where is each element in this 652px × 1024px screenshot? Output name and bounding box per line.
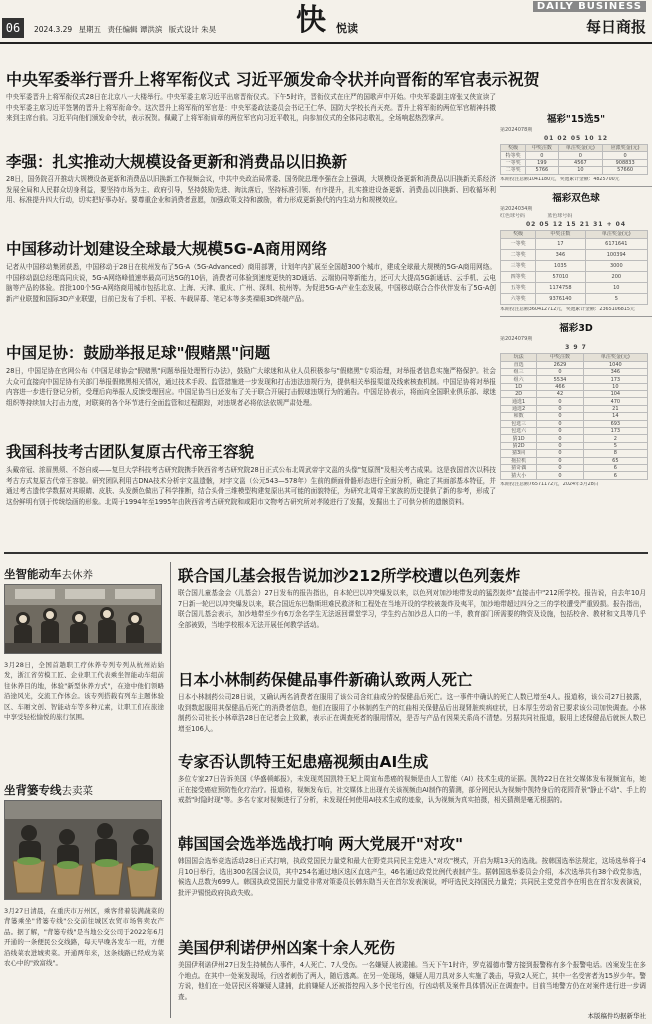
- table-cell: 0: [537, 428, 583, 435]
- table-row: [501, 368, 648, 375]
- page-number: 06: [2, 18, 24, 38]
- table-cell: 0: [537, 450, 583, 457]
- table-cell: 猜奇偶: [501, 465, 537, 472]
- table-cell: 1040: [583, 361, 647, 368]
- table-cell: 0: [603, 152, 648, 159]
- fc15-table: [500, 144, 648, 175]
- table-row: [501, 249, 648, 260]
- table-cell: 0: [537, 442, 583, 449]
- table-cell: 104: [583, 391, 647, 398]
- table-row: [501, 442, 648, 449]
- article-body: 多位专家27日告诉美国《华盛顿邮报》，未发现英国凯特王妃上周宣布患癌的视频是由人工智能（AI）技术生成的证据。凯特22日在社交媒体发布视频宣布，她正在接受癌症预防性化疗治疗。报道称，视频发布后，社交媒体上出现有关该视频由AI制作的猜测，部分网民认为视频中凯特身后的花园背景"静止不动"、手上的戒指"时隐时现"等。多名专家对视频进行了分析，未发现任何使用AI技术生成的迹象，认为视频为真实拍摄，相关猜测是毫无根据的。: [178, 775, 646, 805]
- table-cell: 组三: [501, 368, 537, 375]
- table-cell: 2629: [537, 361, 583, 368]
- photo-basket-bus: [4, 800, 162, 900]
- table-cell: 0: [537, 465, 583, 472]
- bus-passengers-illustration: [5, 801, 162, 900]
- table-cell: 和数: [501, 413, 537, 420]
- table-cell: 0: [558, 152, 603, 159]
- table-cell: 9376140: [536, 293, 585, 304]
- table-row: [501, 376, 648, 383]
- table-cell: 6171641: [585, 238, 647, 249]
- table-header: 中奖注数: [536, 231, 585, 238]
- ssq-ball-labels: [500, 213, 652, 220]
- photo-title-text: 坐背篓专线: [4, 783, 62, 797]
- article-body: 日本小林制药公司28日说，又确认两名消费者在服用了该公司含红曲成分的保健品后死亡。这一事件中确认的死亡人数已增至4人。报道称，该公司27日披露，收到数起服用其保健品后死亡的消费者信息，他们在服用了小林制药生产的红曲相关保健品后出现肾脏疾病症状，日本厚生劳动省已要求该公司加快调查。小林制药公司社长小林章浩28日在记者会上致歉，表示正在调查死者的服用情况，是否与产品有因果关系尚不清楚。另据共同社报道，服用上述保健品后就医人数已增至106人。: [178, 693, 646, 734]
- divider: [500, 186, 652, 187]
- table-row: [501, 428, 648, 435]
- ssq-table: [500, 230, 648, 304]
- article-headline: 韩国国会选举选战打响 两大党展开"对攻": [178, 835, 464, 853]
- table-cell: 100394: [585, 249, 647, 260]
- table-row: [501, 260, 648, 271]
- train-passengers-illustration: [5, 585, 162, 654]
- table-header: 单注奖金(元): [583, 354, 647, 361]
- table-cell: 17: [536, 238, 585, 249]
- table-cell: 拖拉机: [501, 457, 537, 464]
- article-headline: 中国移动计划建设全球最大规模5G-A商用网络: [6, 240, 327, 258]
- fc3d-title: 福彩3D: [559, 323, 593, 335]
- fc3d-note: 本期投注总额76571172元，2024年3月28日: [500, 481, 599, 487]
- table-cell: 65: [583, 457, 647, 464]
- table-cell: 14: [583, 413, 647, 420]
- table-cell: 173: [583, 376, 647, 383]
- photo-high-speed-train: [4, 584, 162, 654]
- table-cell: 57660: [603, 167, 648, 174]
- table-cell: 2: [583, 435, 647, 442]
- table-cell: 908833: [603, 159, 648, 166]
- table-row: [501, 391, 648, 398]
- fc3d-numbers: 3 9 7: [565, 344, 587, 352]
- table-cell: 五等奖: [501, 282, 536, 293]
- table-cell: 200: [585, 271, 647, 282]
- article-headline: 联合国儿基会报告说加沙212所学校遭以色列轰炸: [178, 567, 521, 585]
- table-cell: 6: [583, 472, 647, 479]
- article-headline: 专家否认凯特王妃患癌视频由AI生成: [178, 753, 429, 771]
- page-header: [0, 0, 652, 44]
- table-cell: 1174758: [536, 282, 585, 293]
- table-cell: 猜大小: [501, 472, 537, 479]
- fc15-numbers: 01 02 05 10 12: [543, 135, 609, 142]
- table-row: [501, 413, 648, 420]
- table-row: [501, 405, 648, 412]
- table-row: [501, 465, 648, 472]
- table-row: [501, 271, 648, 282]
- credit-line: 本版稿件均据新华社: [587, 1012, 646, 1020]
- table-cell: 0: [537, 457, 583, 464]
- table-row: [501, 167, 648, 174]
- table-cell: 5: [583, 442, 647, 449]
- table-cell: 21: [583, 405, 647, 412]
- table-cell: 10: [585, 282, 647, 293]
- table-cell: 0: [537, 472, 583, 479]
- article-body: 28日，国务院召开推动大规模设备更新和消费品以旧换新工作视频会议，中共中央政治局常委、国务院总理李强在会上强调，大规模设备更新和消费品以旧换新关系经济发展全局和人民群众切身利益，要坚持市场为主、政府引导，坚持鼓励先进、淘汰落后，坚持标准引领、有序提升，扎实推进设备更新、消费品以旧换新、回收循环利用、标准提升四大行动，切实把好事办好。要尊重企业和消费者意愿，加强政策支持和激励，着力形成更新换代的内生动力和规模效应。: [6, 175, 496, 205]
- fc15-issue: 第2024078期: [500, 127, 533, 133]
- fc3d-issue: 第2024079期: [500, 336, 533, 343]
- table-cell: 0: [526, 152, 558, 159]
- table-cell: 0: [537, 413, 583, 420]
- article-body: 中央军委晋升上将军衔仪式28日在北京八一大楼举行。中央军委主席习近平出席晋衔仪式。下午5时许，晋衔仪式在庄严的国歌声中开始。中央军委副主席张又侠宣读了中央军委主席习近平签署的晋升上将军衔命令。这次晋升上将军衔的军官是：中央军委政法委员会书记王仁华、国防大学校长肖天亮。晋升上将军衔的两位军官精神抖擞来到主席台前。习近平向他们颁发命令状，表示祝贺。佩戴了上将军衔肩章的两位军官向习近平敬礼，向参加仪式的全体同志敬礼，全场响起热烈掌声。: [6, 93, 496, 123]
- table-row: [501, 398, 648, 405]
- table-cell: 1035: [536, 260, 585, 271]
- table-cell: 8: [583, 450, 647, 457]
- table-cell: 猜3同: [501, 450, 537, 457]
- table-cell: 组六: [501, 376, 537, 383]
- table-row: [501, 383, 648, 390]
- table-cell: 57010: [536, 271, 585, 282]
- photo-caption: 3月28日，全国首趟职工疗休养专列专列从杭州站始发，浙江省劳模工匠、企业职工代表乘坐智能动车组前往休养目的地，体验"新型休养方式"，在途中他们领略沿途风光，交流工作体会。该专列搭载有列车主题体验区、车厢文创、智能动车等多种元素，让职工们在旅途中享受轻松愉悦的旅行氛围。: [4, 661, 164, 722]
- photo-title-author: 去卖菜: [61, 785, 93, 797]
- table-cell: 一等奖: [501, 238, 536, 249]
- article-body: 韩国国会选举竞选活动28日正式打响，执政党国民力量党和最大在野党共同民主党进入"对攻"模式，开启为期13天的选战。按韩国选举法规定，这场选举将于4月10日举行，选出300名国会议员，其中254名通过地区选区直选产生，46名通过政党比例代表制产生。据韩国选举委员会介绍，本次选举共有38个政党参选，候选人总数为699人。韩国执政党国民力量党非常对策委员长韩东勋当天在首尔发表演说，呼吁选民支持国民力量党；共同民主党党首李在明也在首尔发表演说，批评尹锡悦政府执政失败。: [178, 857, 646, 898]
- table-cell: 猜1D: [501, 435, 537, 442]
- table-cell: 199: [526, 159, 558, 166]
- article-body: 美国伊利诺伊州27日发生持械伤人事件，4人死亡、7人受伤。一名嫌疑人被逮捕。当天下午1时许，罗克福德市警方接到报警称有多个报警电话。凶案发生在多个地点。在其中一处案发现场，行凶者刺伤了两人，随后逃离。在另一处现场，嫌疑人用刀具对多人实施了袭击，导致2人死亡，其中一名受害者为15岁少年。警方说，他们在一处居民区将嫌疑人逮捕，此前嫌疑人还被指控闯入多个民宅行凶，行凶动机及案件具体情况正在调查中。目前当地警方仍在对案件进行进一步调查。: [178, 961, 646, 1002]
- table-cell: 0: [537, 368, 583, 375]
- table-cell: 二等奖: [501, 167, 526, 174]
- brand-english: DAILY BUSINESS: [533, 1, 646, 12]
- table-cell: 466: [537, 383, 583, 390]
- table-header: 单注奖金(元): [558, 145, 603, 152]
- table-row: [501, 457, 648, 464]
- table-cell: 三等奖: [501, 260, 536, 271]
- table-cell: 通选2: [501, 405, 537, 412]
- article-body: 头戴帝冠、浓眉黑须、不怒自威——复旦大学科技考古研究院携手陕西省考古研究院28日正式公布北周武帝宇文邕的头像"复原图"及相关考古成果。这是我国首次以科技考古方式复原古代帝王容貌。研究团队利用古DNA技术分析宇文邕遗骸，对宇文邕（公元543—578年）生前的颜面骨骼形态进行全面分析，确定了其面部基本特征，并通过考古遗传学数据对其眼睛、皮肤、头发颜色做出了科学推断，结合头骨三维模型构建复原出其可能的面貌特征，为研究北周帝王家族的历史提供了新的参考，形成了这份鲜明有别于传统绘画的形象。北周于1994年至1995年由陕西省考古研究院和咸阳市文物考古研究所对孝陵进行了发掘，发掘出土了可供分析的遗骸资料。: [6, 466, 496, 507]
- photo-caption: 3月27日清晨，在重庆市万州区，乘客背着装满蔬菜的背篓乘坐"背篓专线"公交前往城区农贸市场售卖农产品。据了解，"背篓专线"是当地公交公司于2022年6月开通的一条便民公交线路，每天早晚各发车一班，方便沿线菜农进城卖菜。开通两年来，这条线路已经成为菜农心中的"致富线"。: [4, 907, 164, 968]
- table-header: 应派奖金(元): [603, 145, 648, 152]
- table-cell: 10: [583, 383, 647, 390]
- article-headline: 日本小林制药保健品事件新确认致两人死亡: [178, 671, 473, 689]
- table-row: [501, 472, 648, 479]
- table-header: 单注奖金(元): [585, 231, 647, 238]
- table-header: 奖级: [501, 231, 536, 238]
- table-cell: 346: [583, 368, 647, 375]
- section-name: 悦读: [336, 22, 358, 35]
- table-cell: 5766: [526, 167, 558, 174]
- fc15-title: 福彩"15选5": [546, 114, 606, 125]
- table-cell: 特等奖: [501, 152, 526, 159]
- divider: [500, 316, 652, 317]
- table-cell: 6: [583, 465, 647, 472]
- ssq-issue: 第2024034期: [500, 206, 533, 213]
- table-cell: 六等奖: [501, 293, 536, 304]
- table-cell: 4567: [558, 159, 603, 166]
- table-cell: 346: [536, 249, 585, 260]
- article-headline: 美国伊利诺伊州凶案十余人死伤: [178, 939, 396, 957]
- column-divider: [170, 562, 171, 1018]
- table-row: [501, 293, 648, 304]
- ssq-blue-label: 蓝色球号码: [547, 213, 573, 220]
- table-cell: 470: [583, 398, 647, 405]
- table-header-row: [501, 354, 648, 361]
- issue-editor: 责任编辑 谭洪滨: [107, 25, 163, 34]
- article-headline: 李强：扎实推动大规模设备更新和消费品以旧换新: [6, 153, 348, 171]
- article-body: 28日，中国足协在官网公布《中国足球协会"假赌黑"问题举报处理暂行办法》，鼓励广大球迷和从业人员积极参与"假赌黑"专项治理，对举报者信息实施严格保护。社会大众可直接向中国足协有关部门举报假赌黑相关情况，通过技术手段、监管措施进一步发现和打击违法违规行为，提供相关举报渠道及线索核查机制。中国足协将对举报内容进一步进行登记分析，受理后向举报人反馈受理回应。中国足协当日还发布了关于联合开展打击假球违规行为的通告。中国足协表示，将面向全国职业俱乐部、球迷组织等持续加大打击力度，对联赛的各个环节进行全面监管和过程跟踪，对违规者必将依法依规严肃处理。: [6, 367, 496, 408]
- ssq-red-label: 红色球号码: [500, 213, 526, 220]
- table-row: [501, 238, 648, 249]
- section-logo: 快: [296, 3, 324, 38]
- table-cell: 通选1: [501, 398, 537, 405]
- table-row: [501, 435, 648, 442]
- fc3d-table: [500, 353, 648, 480]
- ssq-numbers: 02 05 12 15 21 31 + 04: [525, 221, 627, 229]
- photo-title-text: 坐智能动车: [4, 567, 62, 581]
- table-cell: 2D: [501, 391, 537, 398]
- table-header-row: [501, 231, 648, 238]
- table-cell: 173: [583, 428, 647, 435]
- table-header-row: [501, 145, 648, 152]
- table-cell: 10: [558, 167, 603, 174]
- table-cell: 四等奖: [501, 271, 536, 282]
- table-row: [501, 450, 648, 457]
- table-cell: 包选六: [501, 428, 537, 435]
- table-header: 中奖注数: [526, 145, 558, 152]
- issue-weekday: 星期五: [78, 25, 102, 34]
- table-cell: 5: [585, 293, 647, 304]
- table-cell: 3000: [585, 260, 647, 271]
- issue-date: 2024.3.29: [34, 25, 73, 34]
- photo-title: [4, 566, 93, 582]
- table-cell: 包选三: [501, 420, 537, 427]
- section-divider: [4, 552, 648, 554]
- table-row: [501, 282, 648, 293]
- table-cell: 693: [583, 420, 647, 427]
- table-cell: 0: [537, 435, 583, 442]
- article-headline: 中央军委举行晋升上将军衔仪式 习近平颁发命令状并向晋衔的军官表示祝贺: [6, 70, 540, 89]
- table-cell: 0: [537, 420, 583, 427]
- table-cell: 0: [537, 398, 583, 405]
- table-cell: 5534: [537, 376, 583, 383]
- table-cell: 猜2D: [501, 442, 537, 449]
- article-body: 联合国儿童基金会（儿基会）27日发布的报告指出，自本轮巴以冲突爆发以来，以色列对加沙地带发动的猛烈轰炸"直接击中"212所学校。报告说，自去年10月7日新一轮巴以冲突爆发以来，联合国近东巴勒斯坦难民救济和工程处在当地开设的学校被轰炸及夷平，加沙地带超过四分之三的学校遭受严重毁损。报告指出，联合国儿基会表示，加沙地带至少有6万余名学生无法返回课堂学习，学生约占加沙总人口的一半，教育部门所需要的物资及设施，包括校舍、教材和文具等几乎全部被毁，当地学校根本无法开展任何教学活动。: [178, 589, 646, 630]
- table-cell: 一等奖: [501, 159, 526, 166]
- table-cell: 二等奖: [501, 249, 536, 260]
- article-headline: 中国足协：鼓励举报足球"假赌黑"问题: [6, 344, 271, 362]
- brand-chinese: 每日商报: [585, 18, 646, 36]
- issue-designer: 版式设计 朱昊: [168, 25, 217, 34]
- table-header: 奖级: [501, 145, 526, 152]
- table-cell: 42: [537, 391, 583, 398]
- table-header: 中奖注数: [537, 354, 583, 361]
- fc15-note: 本期投注总额1041180元，奖池累计金额：4825700元: [500, 176, 620, 182]
- photo-title-author: 去休养: [61, 569, 93, 581]
- ssq-note: 本期投注总额360412712元，奖池累计金额：2365106815元: [500, 306, 635, 312]
- table-header: 玩法: [501, 354, 537, 361]
- table-row: [501, 159, 648, 166]
- table-cell: 1D: [501, 383, 537, 390]
- table-cell: 0: [537, 405, 583, 412]
- photo-title: [4, 782, 93, 798]
- lottery-column: [500, 108, 652, 550]
- table-row: [501, 361, 648, 368]
- issue-info: [34, 24, 220, 35]
- table-cell: 直选: [501, 361, 537, 368]
- table-row: [501, 420, 648, 427]
- ssq-title: 福彩双色球: [552, 193, 600, 205]
- article-headline: 我国科技考古团队复原古代帝王容貌: [6, 443, 255, 461]
- article-body: 记者从中国移动集团获悉，中国移动于28日在杭州发布了5G-A（5G-Advanced）商用部署，计划年内扩展至全国超300个城市，建成全球最大规模的5G-A商用网络。中国移动副总经理高同庆说，5G-A网络峰值速率最高可达5G的10倍，消费者可体验到速度更快的3D通话、云端协同等新能力，还可大大提高5G新通话、云手机、云电脑等产品的体验。首批100个5G-A网络商用城市包括北京、上海、天津、重庆、广州、深圳、杭州等。为促进5G-A产业生态发展，中国移动联合合作伙伴发布了5G-A创新产业联盟和国际3D产业联盟，目前已发布了手机、平板、车载屏幕、笔记本等多类裸眼3D终端产品。: [6, 263, 496, 304]
- table-row: [501, 152, 648, 159]
